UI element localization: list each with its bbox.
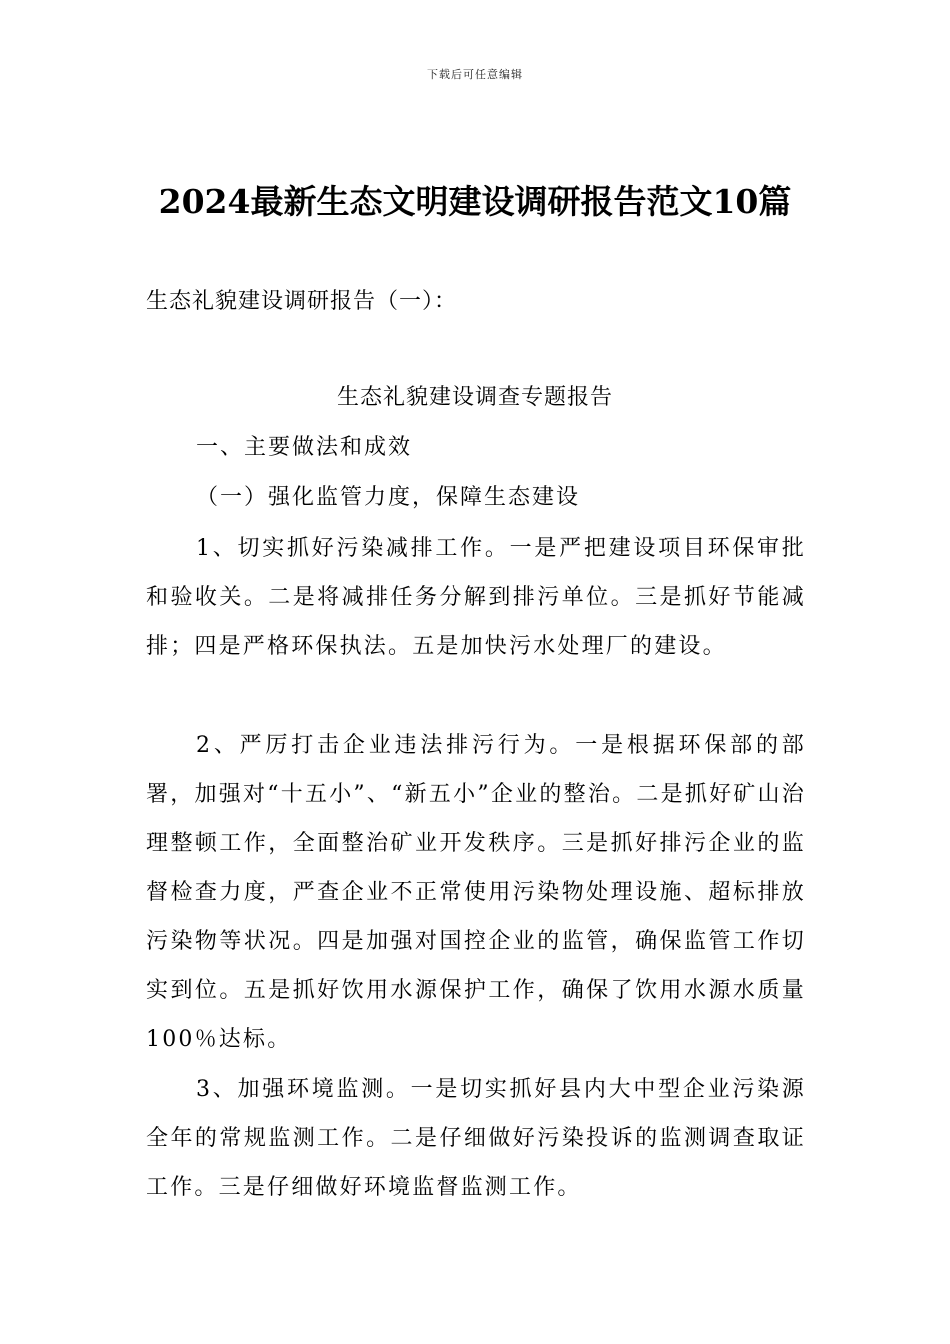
heading-level-1: 一、主要做法和成效 xyxy=(196,435,413,460)
paragraph-3: 3、加强环境监测。一是切实抓好县内大中型企业污染源全年的常规监测工作。二是仔细做好污染投诉的监测调查取证工作。三是仔细做好环境监督监测工作。 xyxy=(146,1077,806,1200)
document-title: 2024最新生态文明建设调研报告范文10篇 xyxy=(158,182,792,221)
paragraph-2: 2、严厉打击企业违法排污行为。一是根据环保部的部署，加强对“十五小”、“新五小”企业的整治。二是抓好矿山治理整顿工作，全面整治矿业开发秩序。三是抓好排污企业的监督检查力度，严查企业不正常使用污染物处理设施、超标排放污染物等状况。四是加强对国控企业的监管，确保监管工作切实到位。五是抓好饮用水源保护工作，确保了饮用水源水质量100％达标。 xyxy=(146,733,806,1052)
sub-heading: 生态礼貌建设调研报告（一）： xyxy=(146,289,458,314)
heading-level-2: （一）强化监管力度，保障生态建设 xyxy=(196,485,581,510)
section-title: 生态礼貌建设调查专题报告 xyxy=(336,385,613,410)
paragraph-1: 1、切实抓好污染减排工作。一是严把建设项目环保审批和验收关。二是将减排任务分解到排污单位。三是抓好节能减排；四是严格环保执法。五是加快污水处理厂的建设。 xyxy=(146,536,806,659)
header-note: 下载后可任意编辑 xyxy=(427,68,523,81)
